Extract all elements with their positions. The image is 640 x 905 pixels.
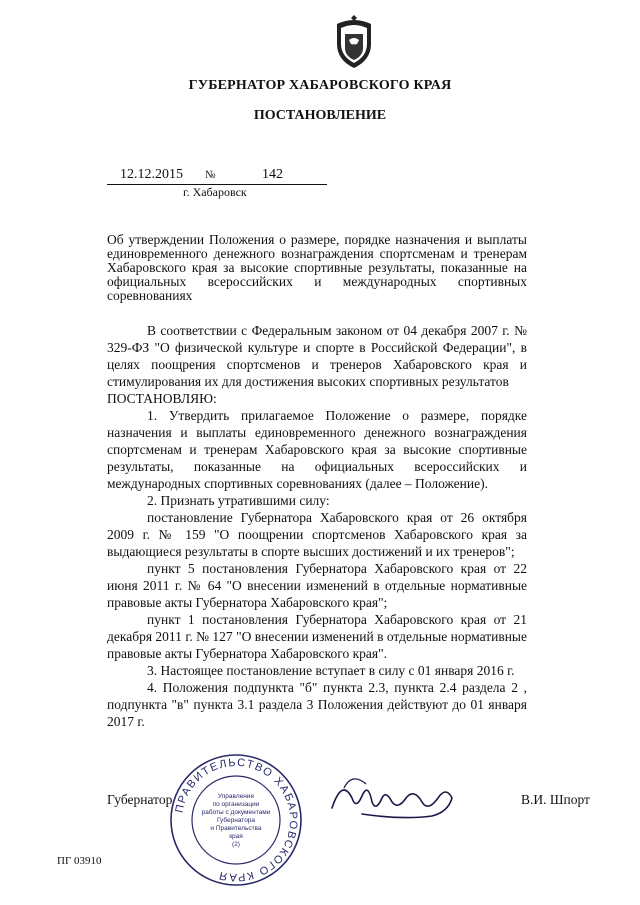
item-2: 2. Признать утратившими силу: <box>147 493 330 508</box>
decree-word: ПОСТАНОВЛЯЮ: <box>107 391 217 406</box>
stamp-line: Управление <box>217 793 255 800</box>
coat-of-arms-emblem <box>331 14 377 70</box>
city: г. Хабаровск <box>183 185 247 199</box>
item-2-a: постановление Губернатора Хабаровского края от 26 октября 2009 г. № 159 "О поощрении спортсменов Хабаровского края за выдающиеся результаты в спорте высших достижений и их тренеров"; <box>107 510 527 559</box>
signatory-name: В.И. Шпорт <box>521 792 590 807</box>
stamp-ring-text: ПРАВИТЕЛЬСТВО ХАБАРОВСКОГО КРАЯ <box>173 756 300 884</box>
signatory-position: Губернатор <box>107 792 173 807</box>
stamp-line: работы с документами <box>201 809 271 816</box>
preamble: В соответствии с Федеральным законом от 04 декабря 2007 г. № 329-ФЗ "О физической культуре и спорте в Российской Федерации", в целях поощрения спортсменов и тренеров Хабаровского края и стимулирования их для достижения высоких спортивных результатов <box>107 323 527 389</box>
stamp-line: (2) <box>232 841 240 848</box>
item-4: 4. Положения подпункта "б" пункта 2.3, пункта 2.4 раздела 2 , подпункта "в" пункта 3.1 раздела 3 Положения действуют до 01 января 2017 г. <box>107 680 527 729</box>
stamp-line: и Правительства <box>210 825 262 832</box>
stamp-line: края <box>229 833 243 840</box>
footer-code: ПГ 03910 <box>57 855 102 867</box>
stamp-line: Губернатора <box>216 817 256 824</box>
document-number: 142 <box>262 167 283 182</box>
item-3: 3. Настоящее постановление вступает в силу с 01 января 2016 г. <box>147 663 515 678</box>
stamp-line: по организации <box>212 801 260 808</box>
handwritten-signature <box>322 768 462 828</box>
document-subject: Об утверждении Положения о размере, порядке назначения и выплаты единовременного денежного вознаграждения спортсменам и тренерам Хабаровского края за высокие спортивные результаты, показанные на официальных всероссийских и международных спортивных соревнованиях <box>107 232 527 303</box>
official-stamp <box>168 752 304 888</box>
item-2-c: пункт 1 постановления Губернатора Хабаровского края от 21 декабря 2011 г. № 127 "О внесении изменений в отдельные нормативные правовые акты Губернатора Хабаровского края". <box>107 612 527 661</box>
authority-title: ГУБЕРНАТОР ХАБАРОВСКОГО КРАЯ <box>188 78 452 93</box>
document-date: 12.12.2015 <box>120 167 183 182</box>
document-type: ПОСТАНОВЛЕНИЕ <box>253 108 387 123</box>
number-label: № <box>205 169 216 181</box>
document-body <box>107 322 527 730</box>
item-1: 1. Утвердить прилагаемое Положение о размере, порядке назначения и выплаты единовременного денежного вознаграждения спортсменам и тренерам Хабаровского края за высокие спортивные результаты, показанные на официальных всероссийских и международных спортивных соревнованиях (далее – Положение). <box>107 408 527 491</box>
item-2-b: пункт 5 постановления Губернатора Хабаровского края от 22 июня 2011 г. № 64 "О внесении изменений в отдельные нормативные правовые акты Губернатора Хабаровского края"; <box>107 561 527 610</box>
